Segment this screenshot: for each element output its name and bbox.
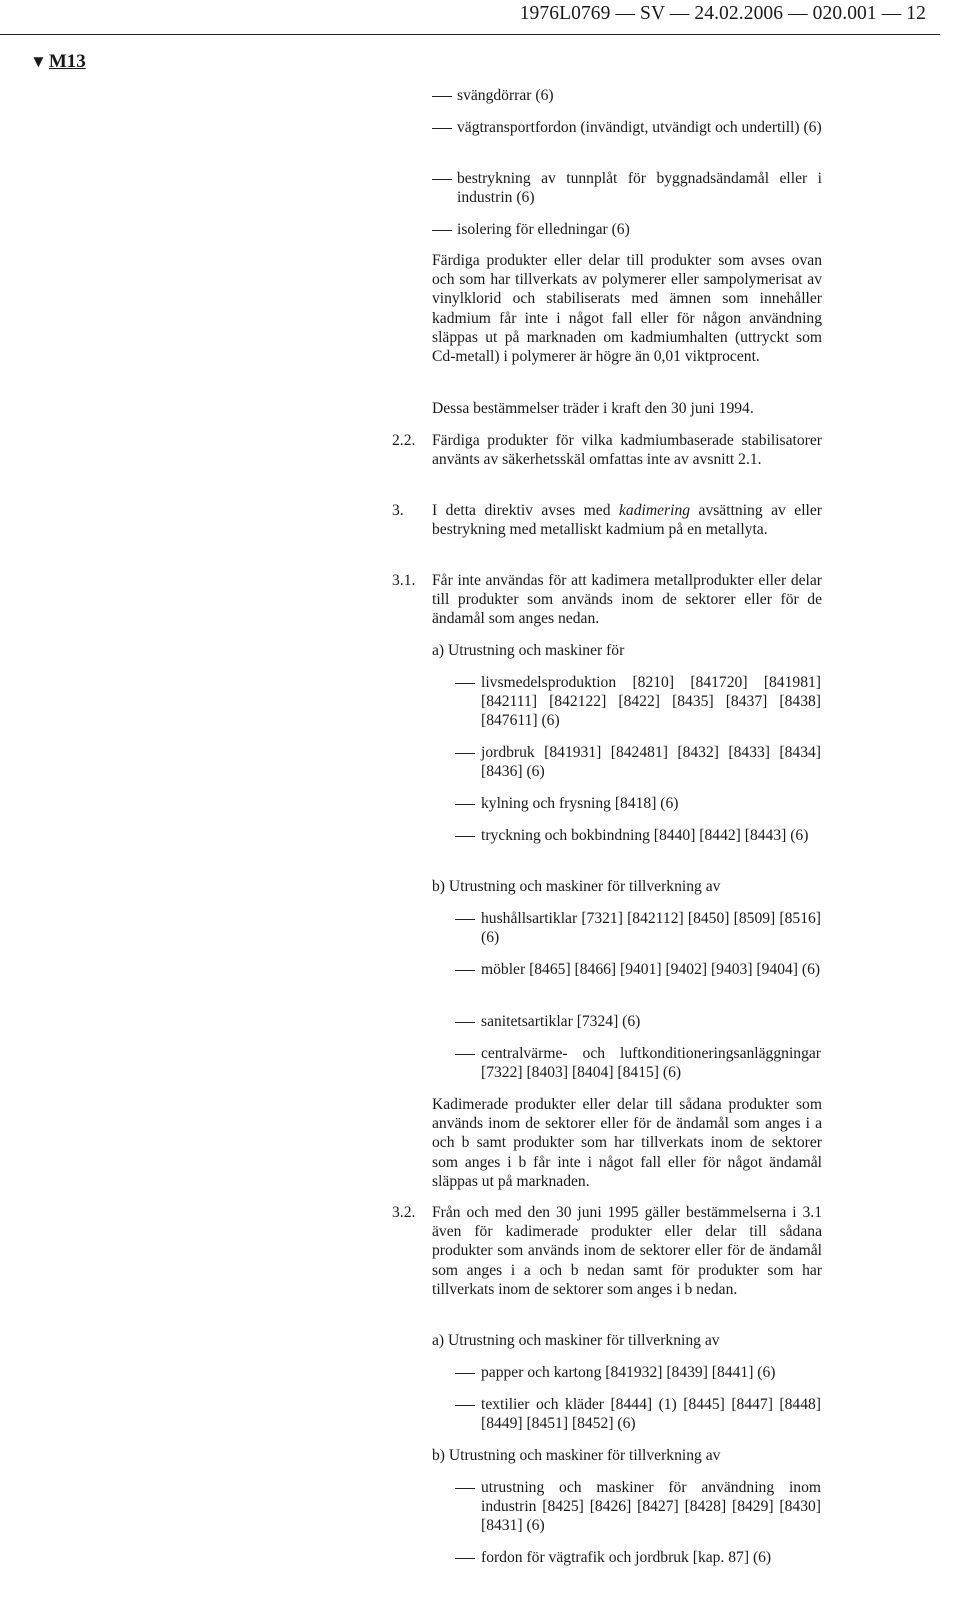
amendment-marker	[30, 52, 86, 71]
document-reference: 1976L0769 — SV — 24.02.2006 — 020.001 — 12	[519, 3, 926, 24]
sub-heading: a) Utrustning och maskiner för tillverkning av	[432, 1332, 720, 1349]
list-item: jordbruk [841931] [842481] [8432] [8433] [8434] [8436] (6)	[481, 744, 821, 781]
dash-icon	[455, 836, 475, 837]
dash-icon	[432, 96, 452, 97]
dash-icon	[455, 1054, 475, 1055]
dash-icon	[455, 1022, 475, 1023]
section-number: 2.2.	[392, 432, 416, 449]
section-text: Får inte användas för att kadimera metallprodukter eller delar till produkter som används inom de sektorer eller för de ändamål som anges nedan.	[432, 572, 822, 628]
list-item: svängdörrar (6)	[457, 87, 554, 104]
amendment-label: M13	[48, 51, 86, 72]
list-item: centralvärme- och luftkonditioneringsanläggningar [7322] [8403] [8404] [8415] (6)	[481, 1045, 821, 1082]
list-item: kylning och frysning [8418] (6)	[481, 795, 679, 812]
dash-icon	[455, 1373, 475, 1374]
sub-heading: a) Utrustning och maskiner för	[432, 642, 625, 659]
list-item: papper och kartong [841932] [8439] [8441] (6)	[481, 1364, 776, 1381]
dash-icon	[455, 970, 475, 971]
section-number: 3.	[392, 502, 404, 519]
paragraph: Färdiga produkter eller delar till produkter som avses ovan och som har tillverkats av polymerer eller sampolymerisat av vinylklorid och stabiliserats med ämnen som innehåller kadmium får inte i något fall eller för någon användning släppas ut på marknaden om kadmiumhalten (uttryckt som Cd-metall) i polymerer är högre än 0,01 viktprocent.	[432, 252, 822, 366]
list-item: livsmedelsproduktion [8210] [841720] [841981] [842111] [842122] [8422] [8435] [8437] [8438] [847611] (6)	[481, 674, 821, 730]
dash-icon	[455, 1558, 475, 1559]
defined-term: kadimering	[619, 502, 691, 519]
triangle-down-icon: ▼	[30, 52, 47, 71]
dash-icon	[432, 179, 452, 180]
dash-icon	[432, 128, 452, 129]
list-item: möbler [8465] [8466] [9401] [9402] [9403] [9404] (6)	[481, 961, 821, 978]
sub-heading: b) Utrustning och maskiner för tillverkning av	[432, 1447, 721, 1464]
list-item: tryckning och bokbindning [8440] [8442] [8443] (6)	[481, 827, 809, 844]
document-header	[0, 0, 940, 35]
dash-icon	[455, 1405, 475, 1406]
section-text: Från och med den 30 juni 1995 gäller bestämmelserna i 3.1 även för kadimerade produkter eller delar till sådana produkter som används inom de sektorer eller för de ändamål som anges i a och b nedan samt för produkter som har tillverkats inom de sektorer som anges i b nedan.	[432, 1204, 822, 1298]
section-number: 3.1.	[392, 572, 416, 589]
list-item: hushållsartiklar [7321] [842112] [8450] [8509] [8516] (6)	[481, 910, 821, 947]
list-item: isolering för elledningar (6)	[457, 221, 630, 238]
dash-icon	[432, 230, 452, 231]
list-item: fordon för vägtrafik och jordbruk [kap. 87] (6)	[481, 1549, 772, 1566]
list-item: sanitetsartiklar [7324] (6)	[481, 1013, 641, 1030]
dash-icon	[455, 804, 475, 805]
dash-icon	[455, 753, 475, 754]
dash-icon	[455, 1488, 475, 1489]
paragraph: Kadimerade produkter eller delar till sådana produkter som används inom de sektorer eller för de ändamål som anges i a och b samt produkter som har tillverkats inom de sektorer som anges i b får inte i något fall eller för något ändamål släppas ut på marknaden.	[432, 1096, 822, 1190]
section-number: 3.2.	[392, 1204, 416, 1221]
section-text: I detta direktiv avses med kadimering avsättning av eller bestrykning med metalliskt kadmium på en metallyta.	[432, 502, 822, 539]
dash-icon	[455, 683, 475, 684]
list-item: textilier och kläder [8444] (1) [8445] [8447] [8448] [8449] [8451] [8452] (6)	[481, 1396, 821, 1433]
paragraph: Dessa bestämmelser träder i kraft den 30 juni 1994.	[432, 400, 754, 417]
list-item: vägtransportfordon (invändigt, utvändigt och undertill) (6)	[457, 119, 822, 136]
section-text: Färdiga produkter för vilka kadmiumbaserade stabilisatorer använts av säkerhetsskäl omfattas inte av avsnitt 2.1.	[432, 432, 822, 469]
list-item: bestrykning av tunnplåt för byggnadsändamål eller i industrin (6)	[457, 170, 822, 207]
dash-icon	[455, 919, 475, 920]
list-item: utrustning och maskiner för användning inom industrin [8425] [8426] [8427] [8428] [8429] [8430] [8431] (6)	[481, 1479, 821, 1535]
sub-heading: b) Utrustning och maskiner för tillverkning av	[432, 878, 721, 895]
